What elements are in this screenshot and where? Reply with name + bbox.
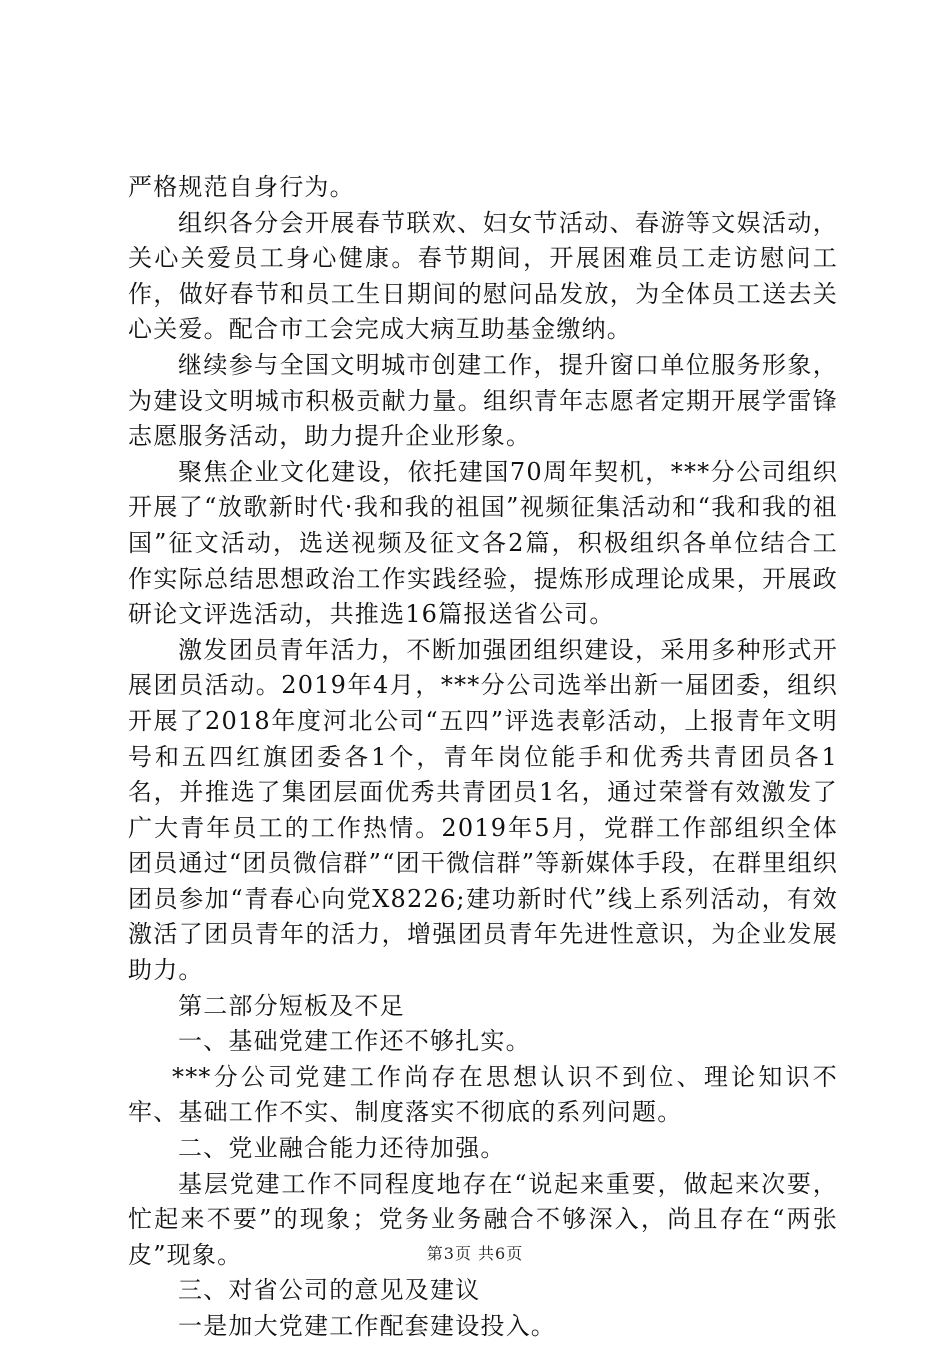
document-body: [128, 170, 838, 1345]
paragraph-3: 继续参与全国文明城市创建工作，提升窗口单位服务形象，为建设文明城市积极贡献力量。组织青年志愿者定期开展学雷锋志愿服务活动，助力提升企业形象。: [128, 350, 838, 451]
paragraph-7: 基层党建工作不同程度地存在“说起来重要，做起来次要，忙起来不要”的现象；党务业务融合不够深入，尚且存在“两张皮”现象。: [128, 1169, 838, 1269]
paragraph-6: ***分公司党建工作尚存在思想认识不到位、理论知识不牢、基础工作不实、制度落实不彻底的系列问题。: [128, 1062, 838, 1127]
paragraph-1: 严格规范自身行为。: [128, 173, 355, 201]
subheading-one: 一、基础党建工作还不够扎实。: [178, 1027, 531, 1056]
subheading-two: 二、党业融合能力还待加强。: [178, 1134, 506, 1163]
subheading-three: 三、对省公司的意见及建议: [178, 1276, 481, 1305]
paragraph-8: 一是加大党建工作配套建设投入。: [178, 1312, 556, 1340]
paragraph-4: 聚焦企业文化建设，依托建国70周年契机，***分公司组织开展了“放歌新时代·我和我的祖国”视频征集活动和“我和我的祖国”征文活动，选送视频及征文各2篇，积极组织各单位结合工作实际总结思想政治工作实践经验，提炼形成理论成果，开展政研论文评选活动，共推选16篇报送省公司。: [128, 457, 838, 629]
paragraph-2: 组织各分会开展春节联欢、妇女节活动、春游等文娱活动，关心关爱员工身心健康。春节期间，开展困难员工走访慰问工作，做好春节和员工生日期间的慰问品发放，为全体员工送去关心关爱。配合市工会完成大病互助基金缴纳。: [128, 208, 838, 344]
paragraph-5: 激发团员青年活力，不断加强团组织建设，采用多种形式开展团员活动。2019年4月，***分公司选举出新一届团委，组织开展了2018年度河北公司“五四”评选表彰活动，上报青年文明号和五四红旗团委各1个，青年岗位能手和优秀共青团员各1名，并推选了集团层面优秀共青团员1名，通过荣誉有效激发了广大青年员工的工作热情。2019年5月，党群工作部组织全体团员通过“团员微信群”“团干微信群”等新媒体手段，在群里组织团员参加“青春心向党X8226;建功新时代”线上系列活动，有效激活了团员青年的活力，增强团员青年先进性意识，为企业发展助力。: [128, 635, 838, 985]
page-footer: 第3页 共6页: [426, 1244, 524, 1263]
section-heading-part-two: 第二部分短板及不足: [178, 991, 405, 1020]
